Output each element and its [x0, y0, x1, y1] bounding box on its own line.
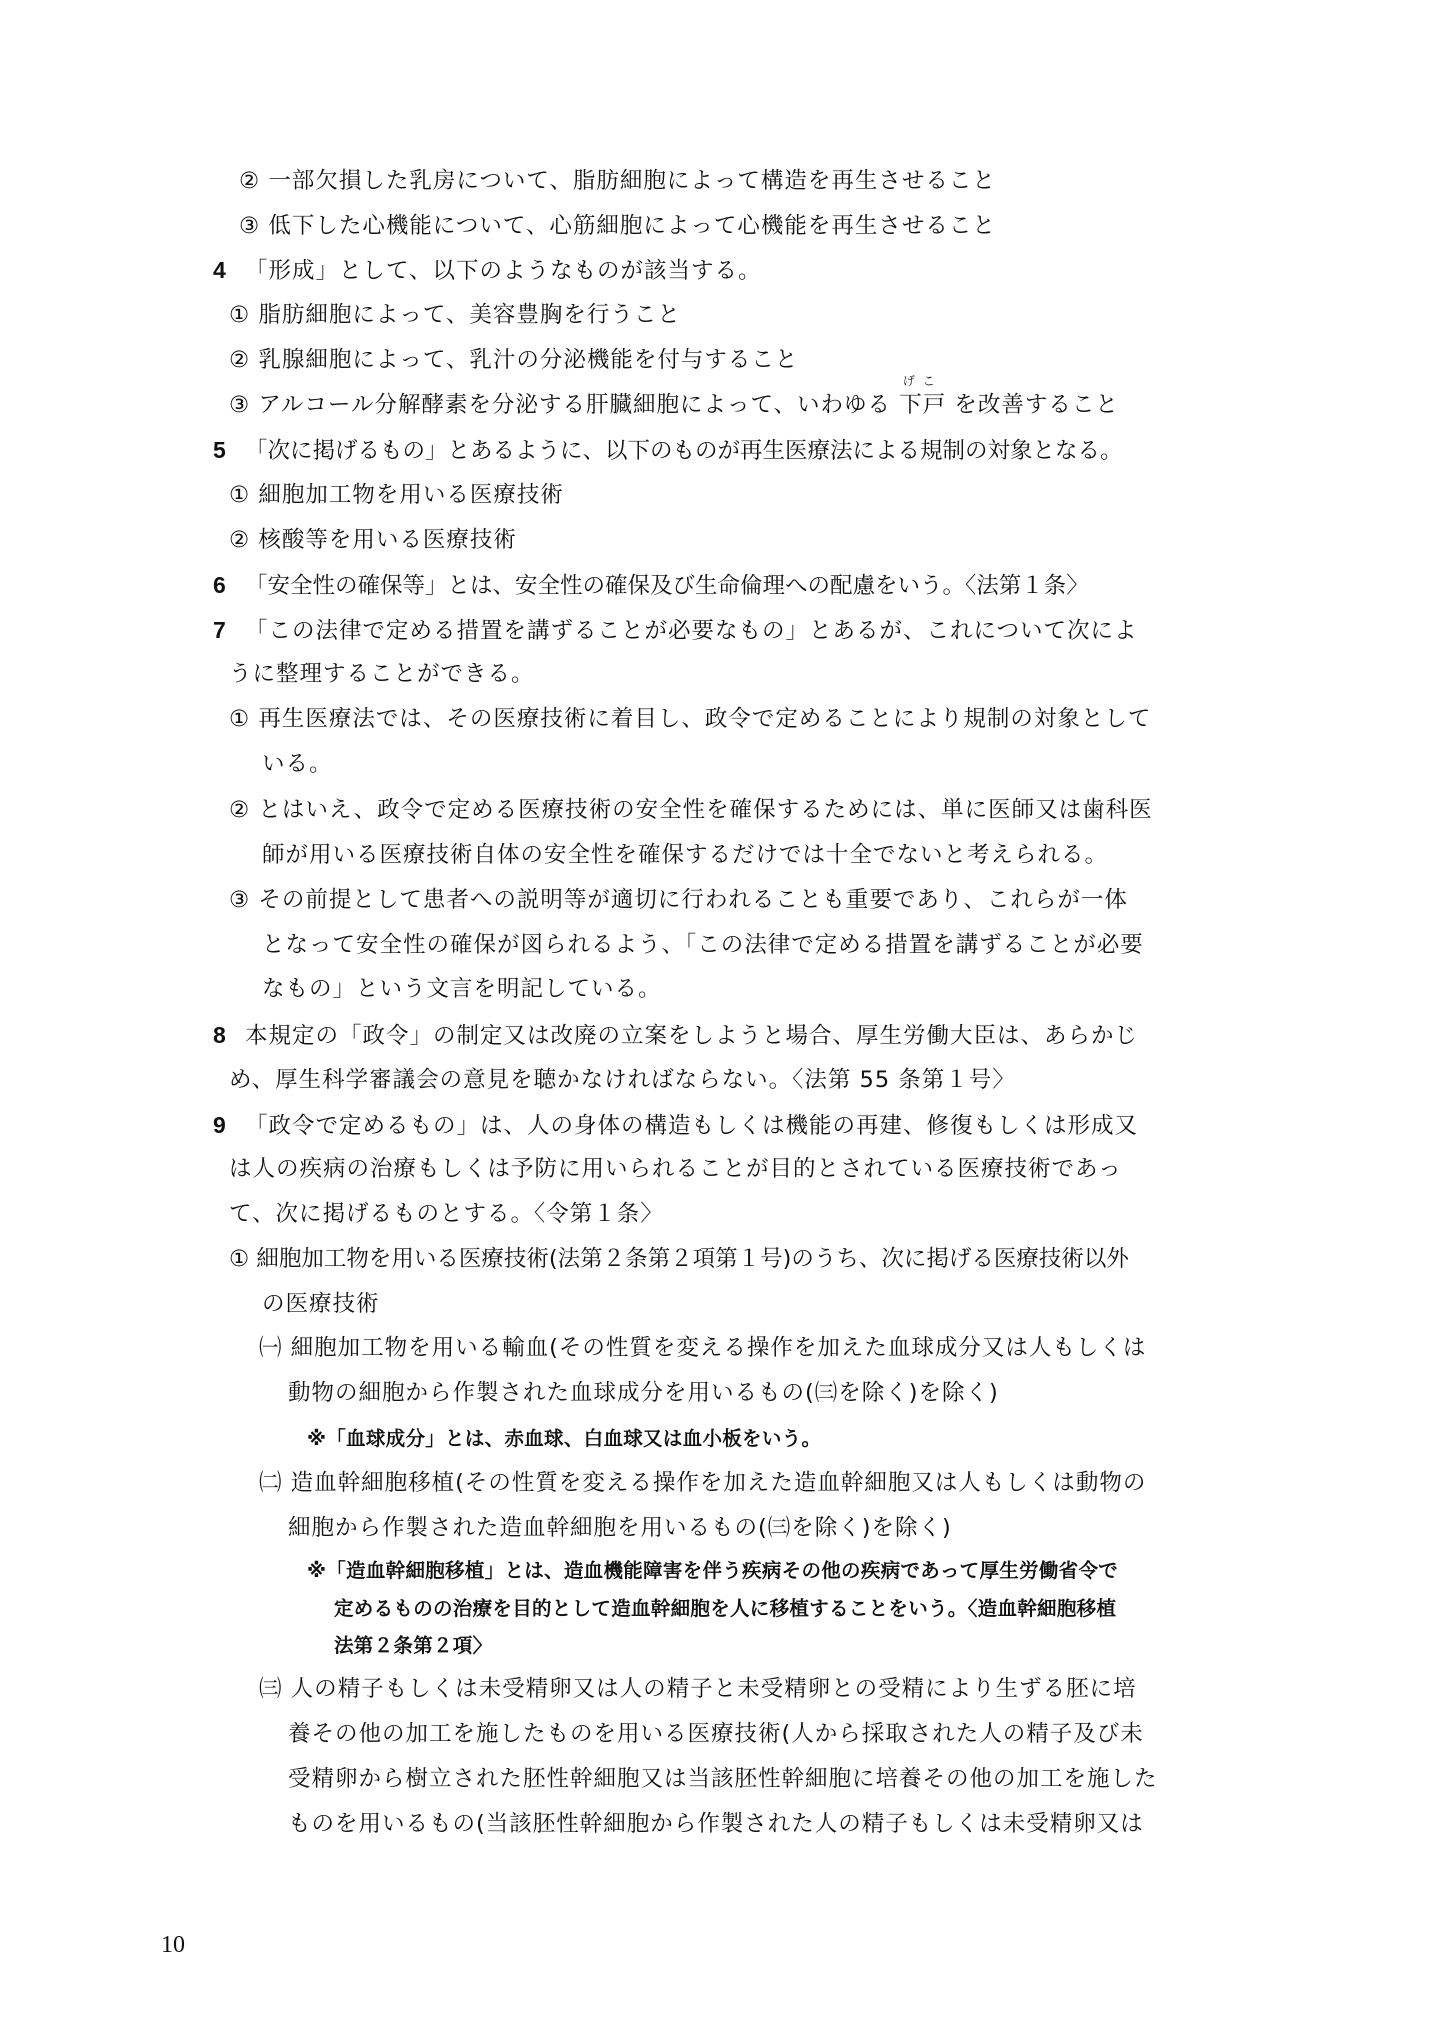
- text-line: ② とはいえ、政令で定める医療技術の安全性を確保するためには、単に医師又は歯科医: [229, 797, 1153, 823]
- text-line: ① 脂肪細胞によって、美容豊胸を行うこと: [229, 302, 681, 328]
- section-7: [213, 615, 1138, 646]
- text-line: ものを用いるもの(当該胚性幹細胞から作製された人の精子もしくは未受精卵又は: [288, 1811, 1144, 1837]
- section-5: [213, 435, 1123, 466]
- text-line: ② 核酸等を用いる医療技術: [229, 527, 517, 553]
- text-line: 細胞から作製された造血幹細胞を用いるもの(㈢を除く)を除く): [288, 1515, 952, 1541]
- page-number: 10: [161, 1932, 185, 1958]
- text-line: 師が用いる医療技術自体の安全性を確保するだけでは十全でないと考えられる。: [262, 842, 1109, 868]
- ruby-word: [899, 374, 947, 420]
- text-line: いる。: [262, 751, 333, 777]
- note-line: ※「造血幹細胞移植」とは、造血機能障害を伴う疾病その他の疾病であって厚生労働省令で: [307, 1559, 1119, 1582]
- section-number: 7: [213, 617, 227, 643]
- text-line: ① 細胞加工物を用いる医療技術: [229, 482, 564, 508]
- text-segment: を改善すること: [954, 392, 1119, 418]
- text-line: 「政令で定めるもの」は、人の身体の構造もしくは機能の再建、修復もしくは形成又: [245, 1113, 1139, 1139]
- text-line: 「次に掲げるもの」とあるように、以下のものが再生医療法による規制の対象となる。: [245, 438, 1123, 464]
- text-line: 「この法律で定める措置を講ずることが必要なもの」とあるが、これについて次によ: [245, 618, 1138, 644]
- text-line: は人の疾病の治療もしくは予防に用いられることが目的とされている医療技術であっ: [229, 1156, 1122, 1182]
- text-line: ② 乳腺細胞によって、乳汁の分泌機能を付与すること: [229, 347, 799, 373]
- text-line: ㈢ 人の精子もしくは未受精卵又は人の精子と未受精卵との受精により生ずる胚に培: [259, 1676, 1137, 1702]
- ruby-reading: げこ: [902, 374, 943, 388]
- text-line: 「安全性の確保等」とは、安全性の確保及び生命倫理への配慮をいう。〈法第１条〉: [245, 573, 1089, 599]
- note-line: 法第２条第２項〉: [334, 1634, 493, 1657]
- text-line: うに整理することができる。: [229, 661, 535, 687]
- text-line: 養その他の加工を施したものを用いる医療技術(人から採取された人の精子及び未: [288, 1721, 1144, 1747]
- section-9: [213, 1110, 1138, 1141]
- text-line: ① 細胞加工物を用いる医療技術(法第２条第２項第１号)のうち、次に掲げる医療技術以外: [229, 1246, 1129, 1272]
- text-line: なもの」という文言を明記している。: [262, 976, 662, 1002]
- text-line: て、次に掲げるものとする。〈令第１条〉: [229, 1201, 664, 1227]
- text-line: ㈡ 造血幹細胞移植(その性質を変える操作を加えた造血幹細胞又は人もしくは動物の: [259, 1470, 1147, 1496]
- note-line: ※「血球成分」とは、赤血球、白血球又は血小板をいう。: [307, 1427, 822, 1450]
- text-line: ㈠ 細胞加工物を用いる輸血(その性質を変える操作を加えた血球成分又は人もしくは: [259, 1335, 1147, 1361]
- text-line: ③ その前提として患者への説明等が適切に行われることも重要であり、これらが一体: [229, 887, 1128, 913]
- text-line: となって安全性の確保が図られるよう、「この法律で定める措置を講ずることが必要: [262, 932, 1144, 958]
- text-line: 動物の細胞から作製された血球成分を用いるもの(㈢を除く)を除く): [288, 1380, 999, 1406]
- text-line: の医療技術: [262, 1291, 380, 1317]
- text-segment: ③ アルコール分解酵素を分泌する肝臓細胞によって、いわゆる: [229, 392, 892, 418]
- text-line: ① 再生医療法では、その医療技術に着目し、政令で定めることにより規制の対象として: [229, 706, 1152, 732]
- section-number: 9: [213, 1112, 227, 1138]
- text-line: 「形成」として、以下のようなものが該当する。: [245, 258, 762, 284]
- text-line: ② 一部欠損した乳房について、脂肪細胞によって構造を再生させること: [239, 168, 996, 194]
- section-number: 4: [213, 257, 227, 283]
- section-number: 6: [213, 572, 226, 598]
- section-number: 8: [213, 1022, 227, 1048]
- section-8: [213, 1020, 1138, 1051]
- text-line: 本規定の「政令」の制定又は改廃の立案をしようと場合、厚生労働大臣は、あらかじ: [245, 1023, 1139, 1049]
- note-line: 定めるものの治療を目的として造血幹細胞を人に移植することをいう。〈造血幹細胞移植: [334, 1597, 1117, 1620]
- text-line-with-ruby: [229, 374, 1119, 420]
- text-line: 受精卵から樹立された胚性幹細胞又は当該胚性幹細胞に培養その他の加工を施した: [288, 1766, 1158, 1792]
- section-4: [213, 255, 762, 286]
- section-6: [213, 570, 1089, 601]
- text-line: め、厚生科学審議会の意見を聴かなければならない。〈法第 55 条第１号〉: [229, 1067, 1016, 1093]
- ruby-base: 下戸: [899, 392, 947, 418]
- section-number: 5: [213, 437, 226, 463]
- text-line: ③ 低下した心機能について、心筋細胞によって心機能を再生させること: [239, 213, 996, 239]
